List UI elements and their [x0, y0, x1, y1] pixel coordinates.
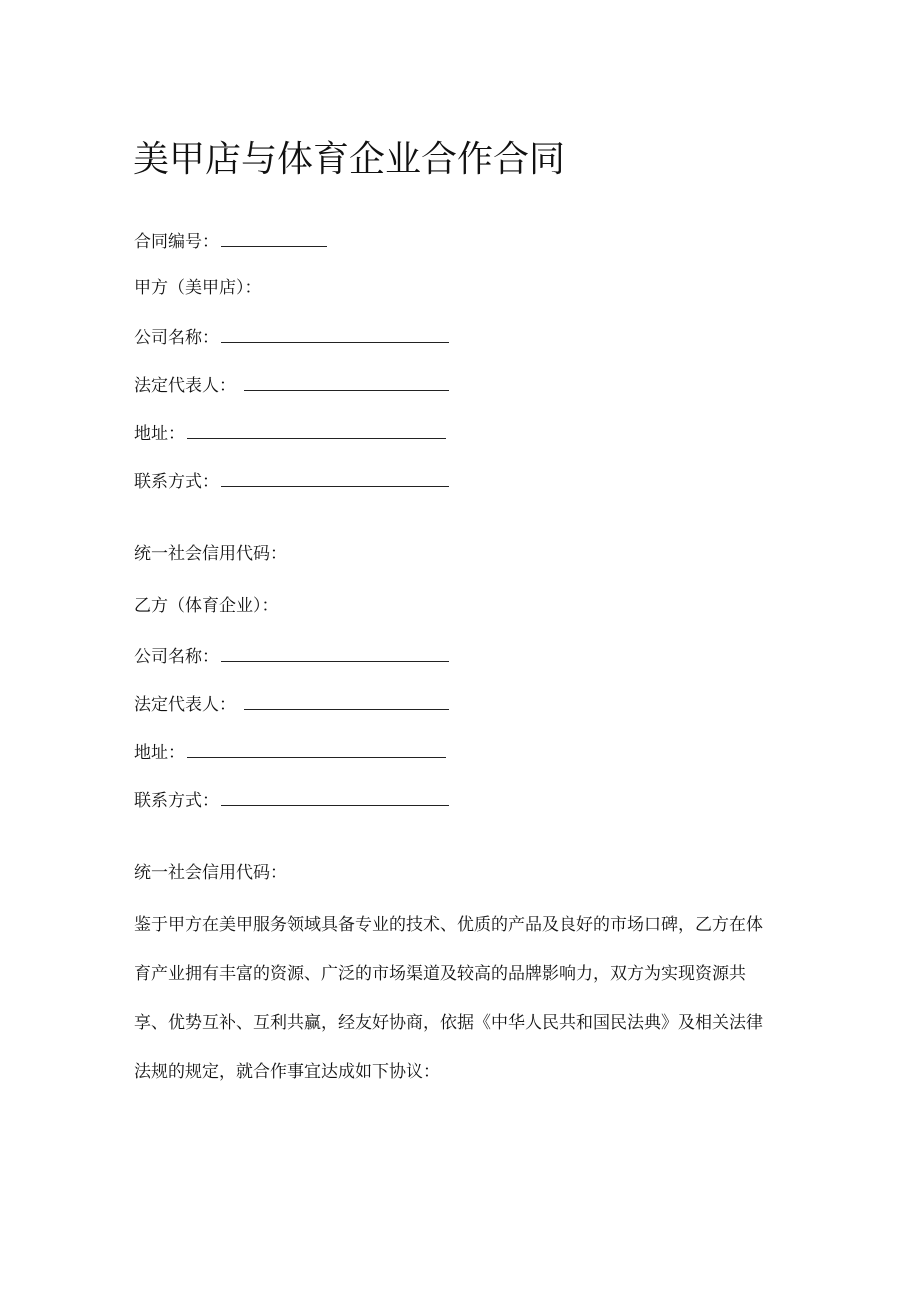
party-b-heading: 乙方（体育企业）：	[134, 596, 279, 616]
party-b-company-row	[134, 643, 449, 669]
party-b-address-label: 地址：	[134, 743, 185, 763]
party-b-contact-label: 联系方式：	[134, 791, 219, 811]
party-b-rep-label: 法定代表人：	[134, 695, 236, 715]
party-b-rep-row	[134, 691, 449, 717]
party-b-company-blank	[221, 643, 449, 662]
party-a-credit-code: 统一社会信用代码：	[134, 544, 287, 564]
party-a-rep-label: 法定代表人：	[134, 376, 236, 396]
party-a-rep-row	[134, 372, 449, 398]
party-a-address-label: 地址：	[134, 424, 185, 444]
party-a-company-row	[134, 324, 449, 350]
party-a-company-label: 公司名称：	[134, 328, 219, 348]
party-a-rep-blank	[244, 372, 449, 391]
preamble-line: 鉴于甲方在美甲服务领域具备专业的技术、优质的产品及良好的市场口碑，乙方在体	[134, 915, 763, 935]
party-b-rep-blank	[244, 691, 449, 710]
party-b-address-row	[134, 739, 446, 765]
contract-number-blank	[221, 228, 327, 247]
document-title: 美甲店与体育企业合作合同	[133, 139, 566, 180]
party-b-contact-blank	[221, 787, 449, 806]
contract-number-row	[134, 228, 327, 254]
party-a-company-blank	[221, 324, 449, 343]
party-b-contact-row	[134, 787, 449, 813]
contract-number-label: 合同编号：	[134, 232, 219, 252]
party-b-company-label: 公司名称：	[134, 647, 219, 667]
party-a-contact-blank	[221, 468, 449, 487]
preamble-line: 育产业拥有丰富的资源、广泛的市场渠道及较高的品牌影响力，双方为实现资源共	[134, 964, 746, 984]
party-a-contact-row	[134, 468, 449, 494]
preamble-line: 法规的规定，就合作事宜达成如下协议：	[134, 1062, 440, 1082]
party-a-address-blank	[187, 420, 446, 439]
party-a-address-row	[134, 420, 446, 446]
party-a-heading: 甲方（美甲店）：	[134, 278, 262, 298]
party-b-address-blank	[187, 739, 446, 758]
party-b-credit-code: 统一社会信用代码：	[134, 863, 287, 883]
preamble-line: 享、优势互补、互利共赢，经友好协商，依据《中华人民共和国民法典》及相关法律	[134, 1013, 763, 1033]
party-a-contact-label: 联系方式：	[134, 472, 219, 492]
